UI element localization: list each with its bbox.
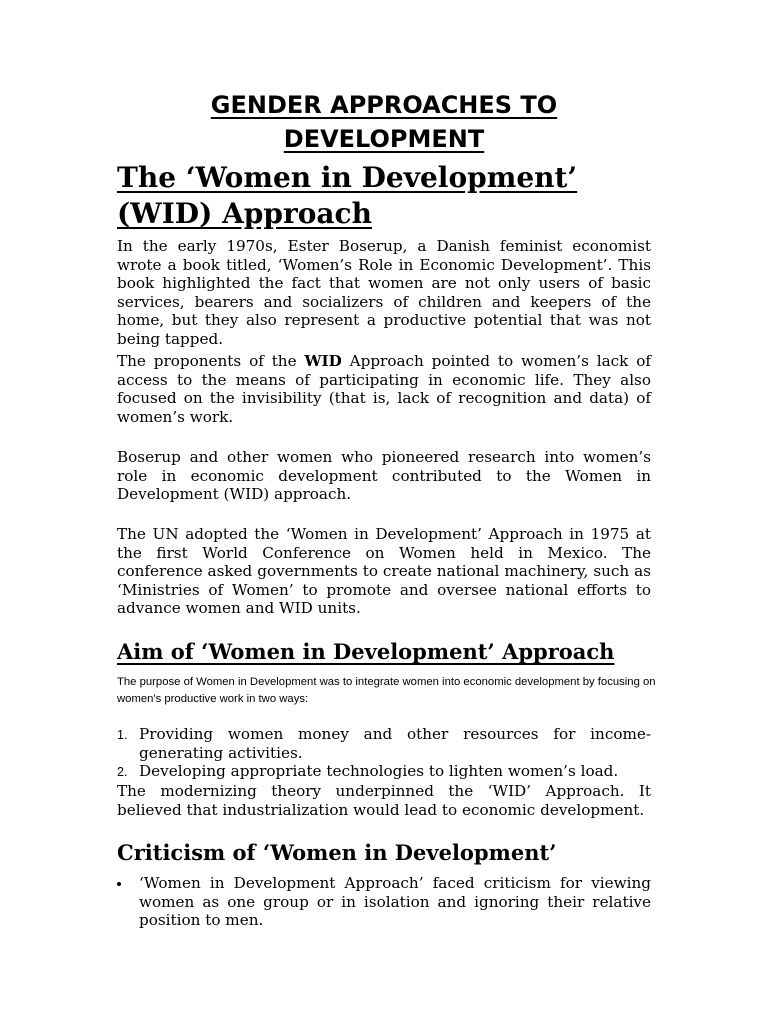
aim-closing: The modernizing theory underpinned the ‘WID’ Approach. It believed that industrialization would lead to economic development. [117,782,651,819]
wid-heading-line-1: The ‘Women in Development’ [117,161,578,194]
list-item-text: Providing women money and other resources for income-generating activities. [139,725,651,762]
main-title-line-2: DEVELOPMENT [283,125,485,153]
criticism-list [117,874,651,930]
main-title [0,88,768,156]
main-title-line-1: GENDER APPROACHES TO [210,91,558,119]
list-item-text: ‘Women in Development Approach’ faced criticism for viewing women as one group or in isolation and ignoring their relative position to men. [139,874,651,930]
list-item [117,762,651,781]
wid-heading-line-2: (WID) Approach [117,197,372,230]
paragraph-proponents-bold: WID [304,352,342,370]
aim-intro: The purpose of Women in Development was to integrate women into economic development by focusing on women's productive work in two ways: [117,676,656,705]
aim-list [117,725,651,781]
list-item [117,874,651,930]
criticism-heading: Criticism of ‘Women in Development’ [117,840,557,865]
list-item-number: 2. [117,765,128,780]
list-item-number: 1. [117,728,128,742]
paragraph-proponents-suffix: Approach pointed to women’s lack of access to the means of participating in economic life. They also focused on the invisibility (that is, lack of recognition and data) of women’s work. [117,352,651,426]
wid-heading [117,160,677,232]
paragraph-un-adoption: The UN adopted the ‘Women in Development’ Approach in 1975 at the first World Conference on Women held in Mexico. The conference asked governments to create national machinery, such as ‘Ministries of Women’ to promote and oversee national efforts to advance women and WID units. [117,525,651,618]
list-item [117,725,651,762]
paragraph-pioneers: Boserup and other women who pioneered research into women’s role in economic development contributed to the Women in Development (WID) approach. [117,448,651,504]
paragraph-proponents-prefix: The proponents of the [117,352,305,370]
paragraph-proponents [117,352,651,426]
aim-heading: Aim of ‘Women in Development’ Approach [117,639,615,664]
list-item-text: Developing appropriate technologies to lighten women’s load. [139,762,619,781]
paragraph-boserup: In the early 1970s, Ester Boserup, a Danish feminist economist wrote a book titled, ‘Women’s Role in Economic Development’. This book highlighted the fact that women are not only users of basic services, bearers and socializers of children and keepers of the home, but they also represent a productive potential that was not being tapped. [117,237,651,348]
bullet-icon [117,882,121,886]
